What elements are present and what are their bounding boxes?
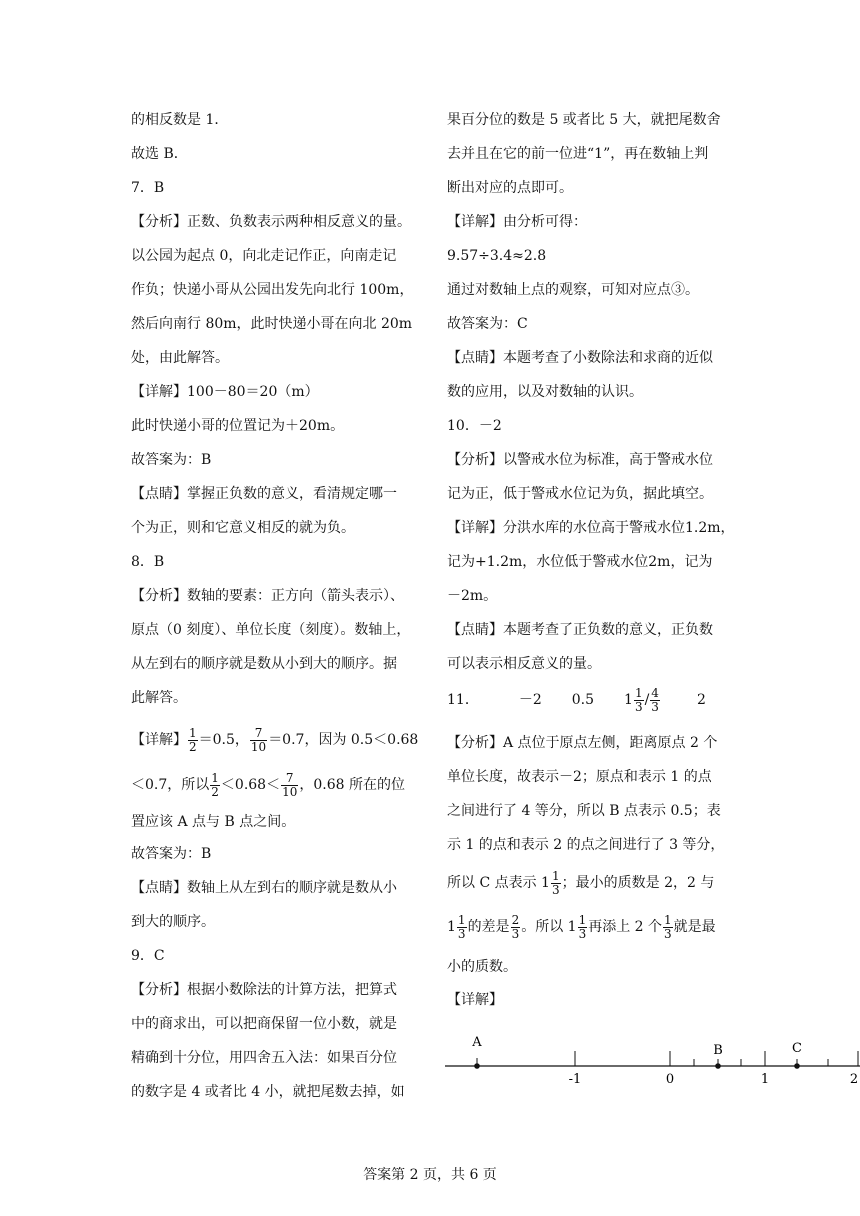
denominator: 10	[282, 784, 298, 799]
fraction-one-third	[457, 914, 467, 941]
point-c-dot	[794, 1063, 800, 1069]
text-line: 【分析】正数、负数表示两种相反意义的量。	[131, 214, 411, 230]
numerator: 2	[511, 912, 520, 927]
text-segment: 的差是	[467, 919, 510, 935]
text-line: 【详解】100－80＝20（m）	[131, 384, 319, 400]
text-line: 【详解】由分析可得：	[447, 214, 587, 230]
text-line: 通过对数轴上点的观察，可知对应点③。	[447, 282, 699, 298]
text-line: 数的应用，以及对数轴的认识。	[447, 384, 643, 400]
numerator: 1	[551, 868, 560, 883]
numerator: 1	[189, 725, 197, 740]
text-line: 去并且在它的前一位进“1”，再在数轴上判	[447, 146, 709, 162]
whole-part: 1	[624, 692, 633, 708]
text-line: 【点睛】数轴上从左到右的顺序就是数从小	[131, 880, 397, 896]
denominator: 3	[511, 926, 520, 941]
point-b-dot	[715, 1063, 721, 1069]
text-line: 以公园为起点 0，向北走记作正，向南走记	[131, 248, 397, 264]
question-number: 11．	[447, 692, 479, 708]
text-line: 中的商求出，可以把商保留一位小数，就是	[131, 1016, 397, 1032]
numerator: 1	[578, 912, 587, 927]
text-segment: 1	[447, 919, 456, 935]
text-line: 小的质数。	[447, 959, 517, 975]
fraction-one-third	[551, 870, 561, 897]
fraction-one-half	[188, 727, 198, 754]
text-line: 的相反数是 1．	[131, 112, 229, 128]
text-line: 置应该 A 点与 B 点之间。	[131, 814, 296, 830]
text-line: 个为正，则和它意义相反的就为负。	[131, 520, 355, 536]
denominator: 3	[551, 882, 560, 897]
math-line	[447, 912, 716, 942]
denominator: 3	[634, 699, 643, 714]
text-segment: 就是最	[673, 919, 716, 935]
text-line: －2m。	[447, 588, 498, 604]
text-line: 精确到十分位，用四舍五入法：如果百分位	[131, 1050, 397, 1066]
point-a-dot	[474, 1063, 480, 1069]
tick-label: 2	[849, 1072, 859, 1087]
text-line: 原点（0 刻度）、单位长度（刻度）。数轴上，	[131, 622, 411, 638]
text-segment: ＝0.7，因为 0.5＜0.68	[268, 732, 419, 748]
text-segment: ＜0.68＜	[220, 777, 281, 793]
text-line: 故答案为：C	[447, 316, 528, 332]
text-line: 到大的顺序。	[131, 914, 215, 930]
text-line: 然后向南行 80m，此时快递小哥在向北 20m	[131, 316, 413, 332]
text-line: 此时快递小哥的位置记为＋20m。	[131, 418, 345, 434]
text-segment: ＝0.5，	[198, 732, 249, 748]
text-line: 此解答。	[131, 690, 187, 706]
point-a-label: A	[472, 1035, 482, 1050]
fraction-one-half	[210, 772, 220, 799]
text-segment: 所以 C 点表示 1	[447, 875, 550, 891]
question-number: 7．B	[131, 180, 165, 196]
math-line	[131, 725, 418, 755]
text-segment: ＜0.7，所以	[131, 777, 210, 793]
slash: /	[644, 692, 650, 708]
text-line: 【分析】以警戒水位为标准，高于警戒水位	[447, 452, 713, 468]
question-number: 10．－2	[447, 418, 502, 434]
page-footer: 答案第 2 页，共 6 页	[363, 1167, 497, 1183]
tick-label: -1	[568, 1072, 582, 1087]
answer-blank-2: 0.5	[571, 692, 595, 708]
denominator: 2	[189, 739, 197, 754]
text-line: 【详解】	[447, 992, 503, 1008]
number-line-figure	[440, 1030, 860, 1090]
numerator: 1	[211, 770, 219, 785]
answer-blank-1: －2	[518, 692, 542, 708]
text-segment: 再添上 2 个	[588, 919, 663, 935]
text-line: 的数字是 4 或者比 4 小，就把尾数去掉，如	[131, 1084, 405, 1100]
text-line: 果百分位的数是 5 或者比 5 大，就把尾数舍	[447, 112, 721, 128]
text-line: 记为正，低于警戒水位记为负，据此填空。	[447, 486, 713, 502]
numerator: 4	[651, 685, 659, 700]
text-line: 从左到右的顺序就是数从小到大的顺序。据	[131, 656, 397, 672]
fraction-seven-tenths	[250, 727, 267, 754]
fraction-one-third	[634, 687, 644, 714]
point-b-label: B	[713, 1043, 723, 1058]
denominator: 10	[250, 739, 267, 754]
text-line: 记为+1.2m，水位低于警戒水位2m，记为	[447, 554, 713, 570]
question-number: 8．B	[131, 554, 165, 570]
text-line: 【分析】A 点位于原点左侧，距离原点 2 个	[447, 735, 718, 751]
text-line: 作负；快递小哥从公园出发先向北行 100m，	[131, 282, 414, 298]
numerator: 7	[281, 772, 298, 786]
text-line: 【点睛】本题考查了小数除法和求商的近似	[447, 350, 713, 366]
fraction-one-third	[663, 914, 673, 941]
tick-label: 0	[665, 1072, 675, 1087]
denominator: 3	[651, 699, 659, 714]
text-segment: ；最小的质数是 2，2 与	[561, 875, 715, 891]
fraction-one-third	[578, 914, 588, 941]
text-line: 【点睛】本题考查了正负数的意义，正负数	[447, 622, 713, 638]
denominator: 3	[457, 926, 466, 941]
text-line: 【点睛】掌握正负数的意义，看清规定哪一	[131, 486, 397, 502]
text-line: 示 1 的点和表示 2 的点之间进行了 3 等分，	[447, 837, 725, 853]
text-line: 之间进行了 4 等分，所以 B 点表示 0.5；表	[447, 803, 721, 819]
denominator: 3	[664, 926, 672, 941]
text-line: 单位长度，故表示－2；原点和表示 1 的点	[447, 769, 712, 785]
text-line: 断出对应的点即可。	[447, 180, 573, 196]
text-line: 故选 B．	[131, 146, 188, 162]
math-line	[131, 770, 405, 800]
text-line: 9.57÷3.4≈2.8	[447, 248, 547, 264]
answer-line-11	[447, 685, 706, 715]
text-segment: 。所以 1	[521, 919, 577, 935]
denominator: 3	[578, 926, 587, 941]
math-line	[447, 868, 714, 898]
fraction-two-thirds	[511, 914, 521, 941]
answer-blank-3	[624, 685, 661, 714]
text-line: 可以表示相反意义的量。	[447, 656, 601, 672]
text-line: 【详解】分洪水库的水位高于警戒水位1.2m，	[447, 520, 735, 536]
text-line: 【分析】数轴的要素：正方向（箭头表示）、	[131, 588, 404, 604]
text-segment: ，0.68 所在的位	[299, 777, 405, 793]
fraction-seven-tenths	[281, 772, 298, 799]
numerator: 1	[634, 685, 643, 700]
point-c-label: C	[792, 1041, 802, 1056]
answer-blank-4: 2	[696, 692, 706, 708]
text-line: 处，由此解答。	[131, 350, 229, 366]
numerator: 1	[457, 912, 466, 927]
fraction-four-thirds	[650, 687, 660, 714]
question-number: 9．C	[131, 948, 165, 964]
text-segment: 【详解】	[131, 732, 187, 748]
text-line: 故答案为：B	[131, 452, 212, 468]
denominator: 2	[211, 784, 219, 799]
text-line: 【分析】根据小数除法的计算方法，把算式	[131, 982, 397, 998]
tick-label: 1	[760, 1072, 770, 1087]
numerator: 7	[250, 727, 267, 741]
numerator: 1	[664, 912, 672, 927]
text-line: 故答案为：B	[131, 846, 212, 862]
